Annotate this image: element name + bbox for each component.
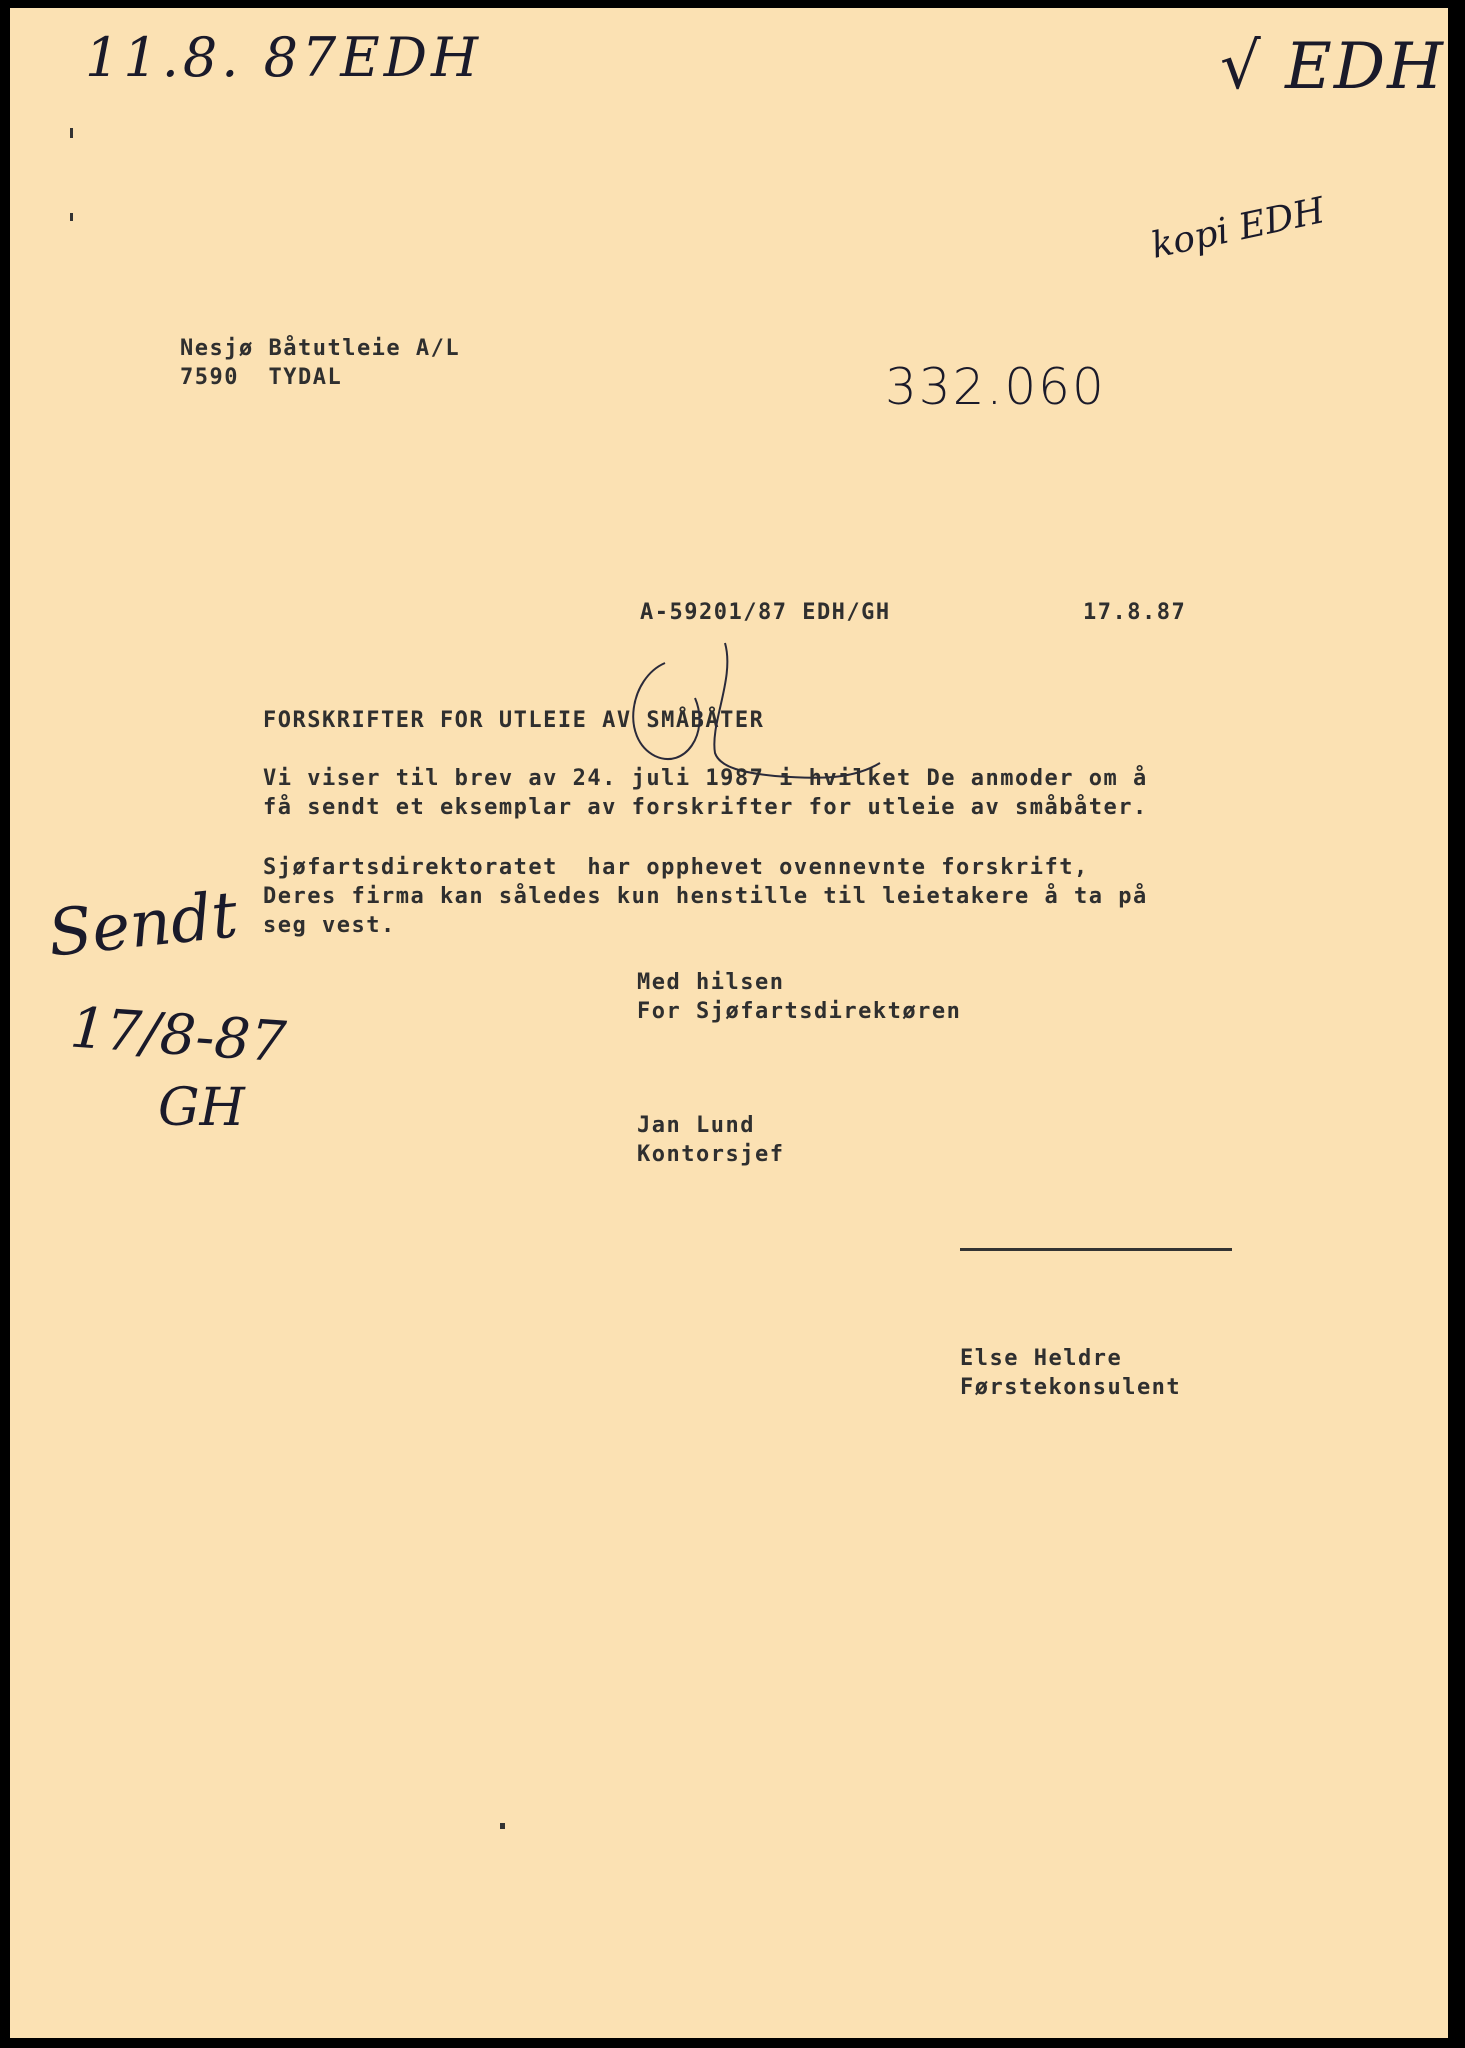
signature-line bbox=[960, 1248, 1232, 1251]
signer-1-name: Jan Lund bbox=[637, 1113, 755, 1138]
signer-2-title: Førstekonsulent bbox=[960, 1375, 1182, 1400]
handwritten-sendt-label: Sendt bbox=[44, 878, 241, 972]
letter-page bbox=[10, 8, 1448, 2038]
closing-greeting: Med hilsen bbox=[637, 970, 785, 995]
handwritten-sendt-initials: GH bbox=[158, 1078, 245, 1138]
handwritten-check-top-right: √ EDH bbox=[1220, 30, 1445, 104]
body-paragraph-2-line-1: Sjøfartsdirektoratet har opphevet ovennevnte forskrift, bbox=[263, 855, 1089, 880]
paper-speck bbox=[500, 1823, 505, 1829]
handwritten-sendt-date: 17/8-87 bbox=[67, 995, 288, 1076]
body-paragraph-1-line-2: få sendt et eksemplar av forskrifter for utleie av småbåter. bbox=[263, 795, 1148, 820]
handwritten-kopi-note: kopi EDH bbox=[1147, 190, 1329, 267]
signer-2-name: Else Heldre bbox=[960, 1346, 1123, 1371]
margin-mark bbox=[70, 213, 73, 221]
body-paragraph-2-line-3: seg vest. bbox=[263, 913, 396, 938]
handwritten-date-top-left: 11.8. 87EDH bbox=[85, 26, 483, 89]
body-paragraph-2-line-2: Deres firma kan således kun henstille til leietakere å ta på bbox=[263, 884, 1148, 909]
closing-for-line: For Sjøfartsdirektøren bbox=[637, 999, 962, 1024]
subject-line: FORSKRIFTER FOR UTLEIE AV SMÅBÅTER bbox=[263, 708, 765, 733]
recipient-address: 7590 TYDAL bbox=[180, 365, 343, 390]
reference-number: A-59201/87 EDH/GH bbox=[640, 600, 891, 625]
margin-mark bbox=[70, 128, 73, 138]
recipient-name: Nesjø Båtutleie A/L bbox=[180, 336, 461, 361]
letter-date: 17.8.87 bbox=[1083, 600, 1187, 625]
handwritten-file-number: 332.060 bbox=[885, 358, 1106, 416]
body-paragraph-1-line-1: Vi viser til brev av 24. juli 1987 i hvilket De anmoder om å bbox=[263, 766, 1148, 791]
signer-1-title: Kontorsjef bbox=[637, 1142, 785, 1167]
